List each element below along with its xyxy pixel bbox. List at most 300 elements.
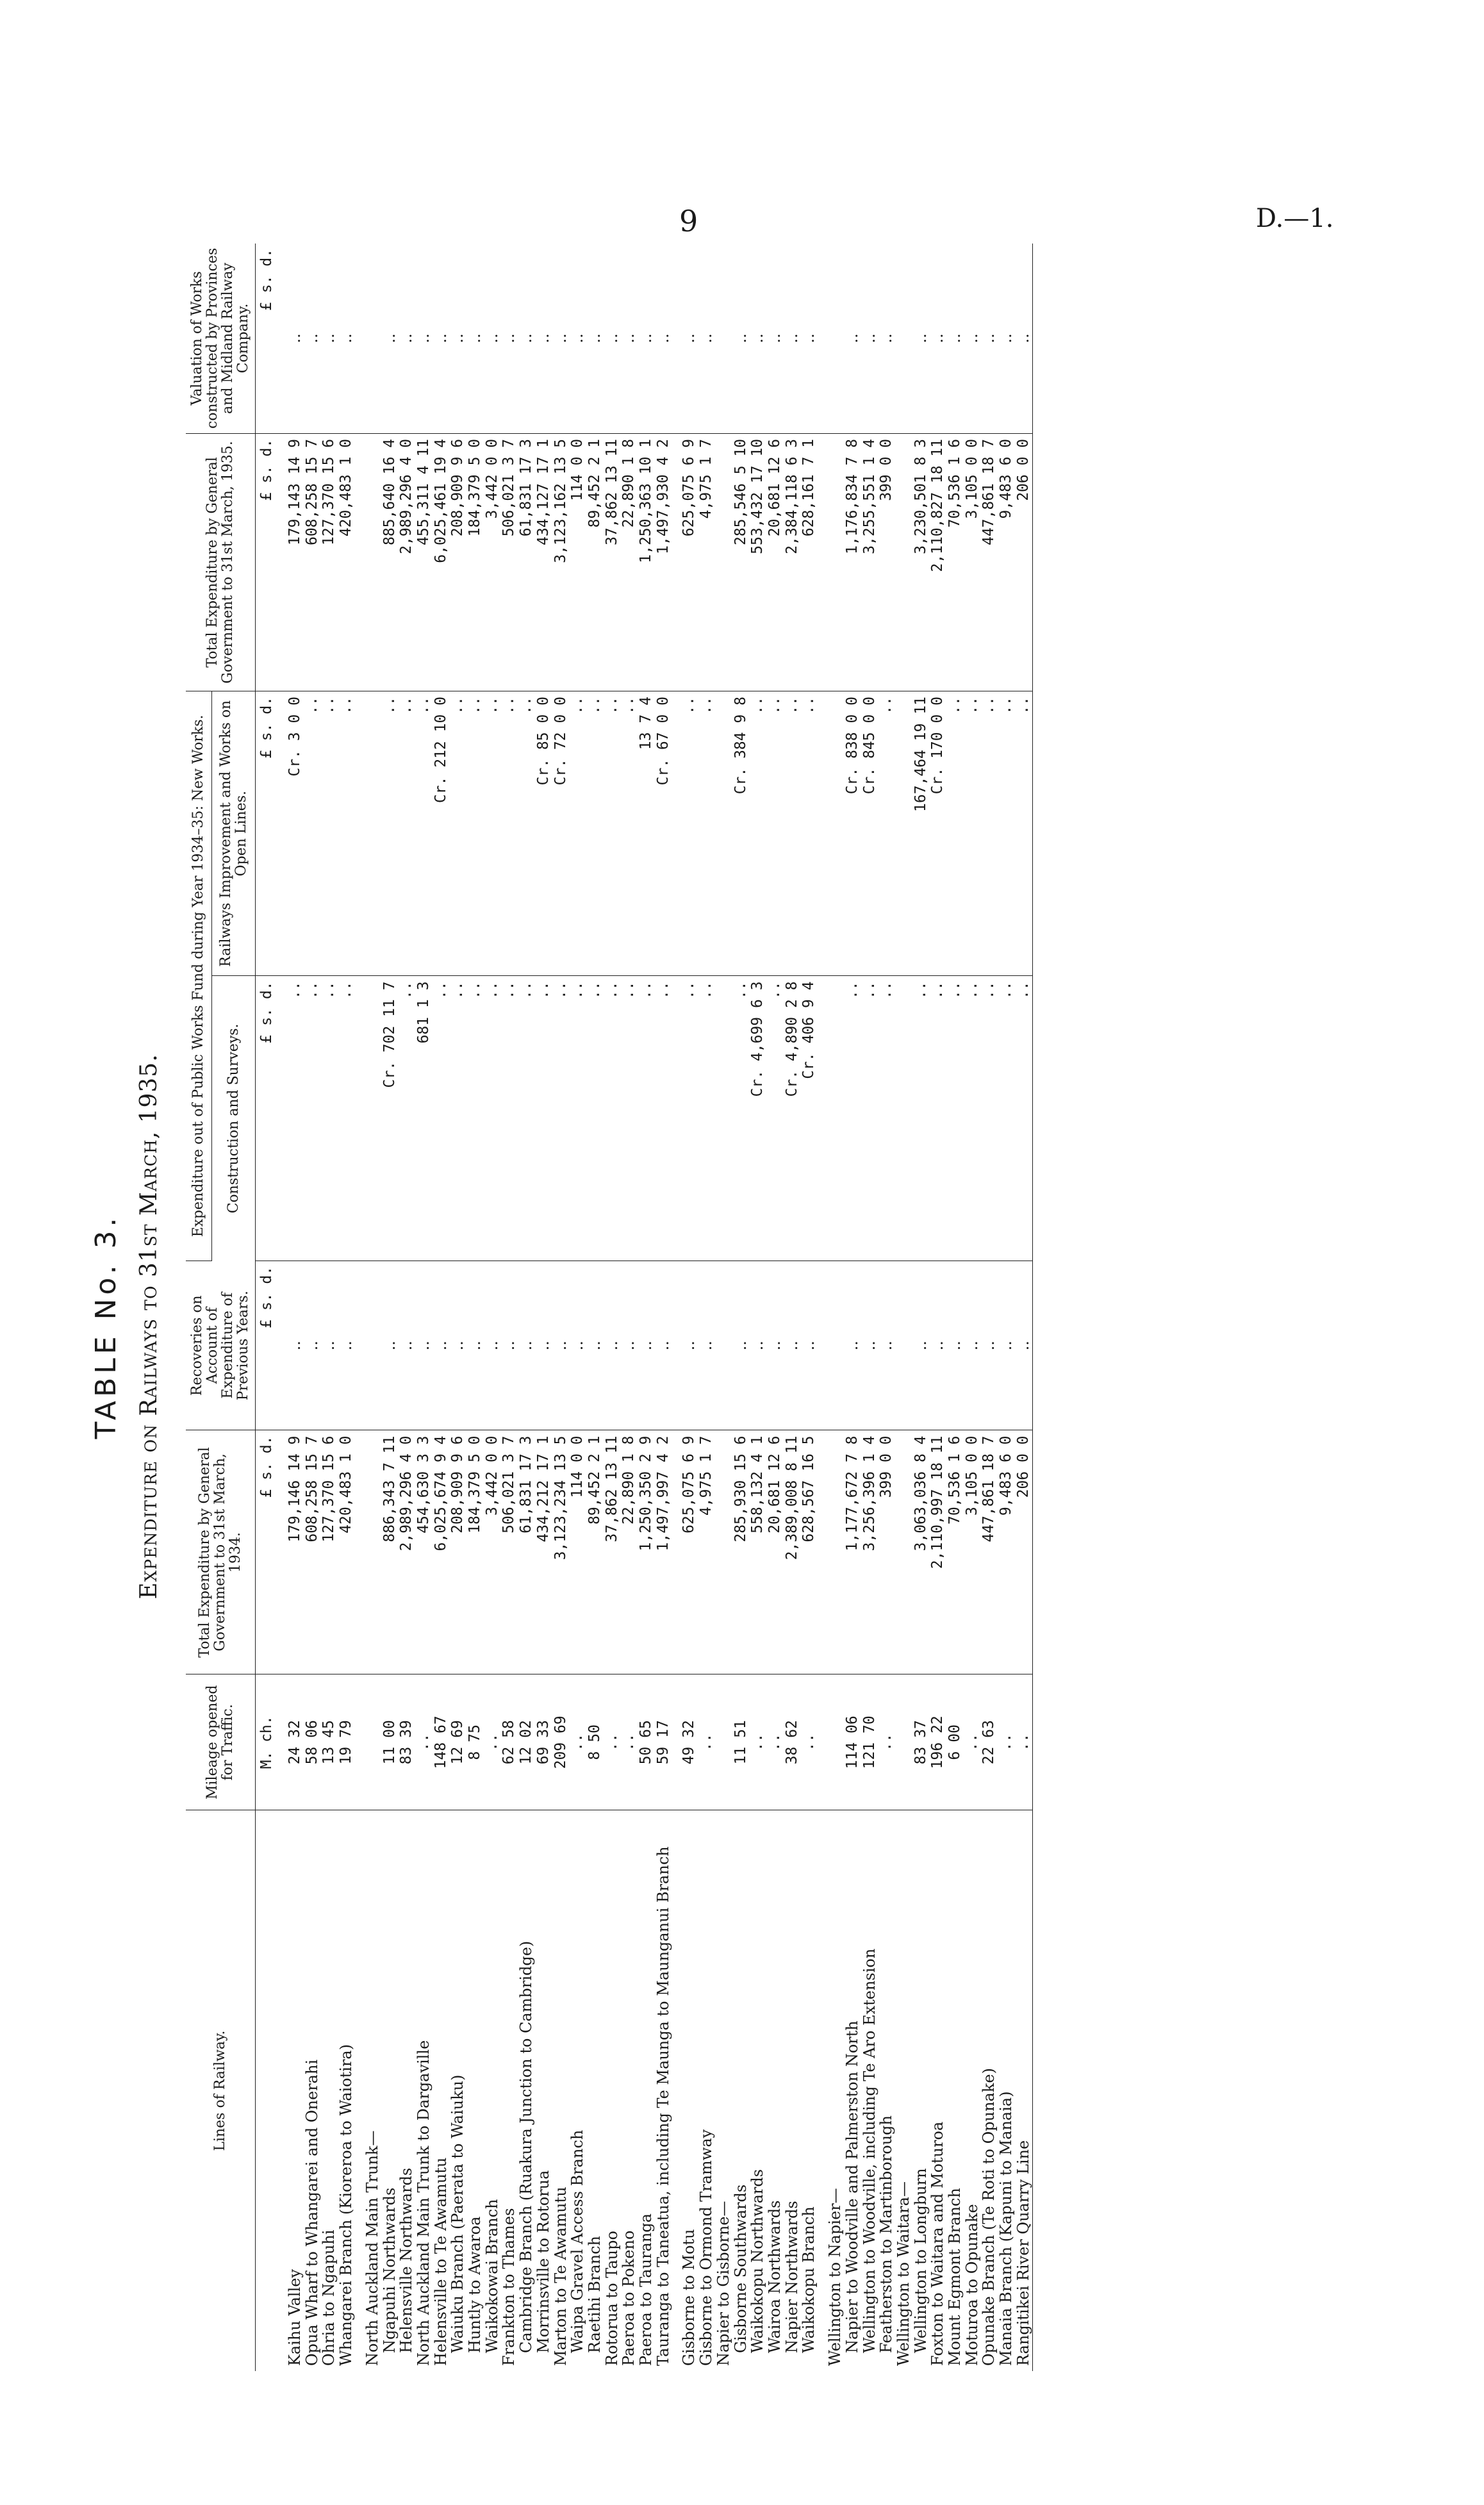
cell-improvement: Cr. 67 0 0	[655, 691, 672, 975]
cell-total-1935: 399 0 0	[878, 433, 895, 691]
cell-total-1935: 434,127 17 1	[535, 433, 552, 691]
cell-valuation: ..	[638, 244, 655, 433]
railway-line-name: Paeroa to Tauranga	[637, 2213, 655, 2366]
cell-construction: ..	[552, 976, 570, 1261]
group-spacer	[672, 244, 680, 2371]
cell-total-1935: 3,105 0 0	[964, 433, 981, 691]
cell-recoveries: ..	[604, 1261, 621, 1430]
cell-valuation: ..	[784, 244, 801, 433]
cell-improvement: Cr. 845 0 0	[861, 691, 878, 975]
cell-construction: ..	[638, 976, 655, 1261]
cell-total-1934: 434,212 17 1	[535, 1430, 552, 1674]
cell-recoveries: ..	[338, 1261, 355, 1430]
cell-total-1935: 3,230,501 8 3	[912, 433, 930, 691]
cell-improvement: ..	[415, 691, 433, 975]
cell-valuation	[715, 244, 732, 433]
cell-construction: ..	[586, 976, 604, 1261]
railway-line-name: Cambridge Branch (Ruakura Junction to Cambridge)	[517, 1940, 536, 2353]
cell-construction: ..	[320, 976, 338, 1261]
cell-construction: Cr. 702 11 7	[381, 976, 399, 1261]
cell-improvement: ..	[964, 691, 981, 975]
table-row	[604, 244, 621, 2371]
cell-improvement: ..	[398, 691, 415, 975]
railway-line-name: Gisborne to Ormond Tramway	[697, 2129, 716, 2366]
cell-valuation: ..	[680, 244, 698, 433]
rotated-table-page	[90, 205, 1397, 2448]
cell-mileage: 38 62	[784, 1674, 801, 1810]
cell-improvement: ..	[946, 691, 964, 975]
cell-construction: ..	[980, 976, 998, 1261]
cell-improvement: ..	[620, 691, 638, 975]
railway-line-name: Wairoa Northwards	[765, 2200, 784, 2353]
cell-total-1934: 625,075 6 9	[680, 1430, 698, 1674]
cell-mileage: 209 69	[552, 1674, 570, 1810]
cell-recoveries: ..	[484, 1261, 501, 1430]
table-row	[732, 244, 750, 2371]
cell-improvement: ..	[766, 691, 784, 975]
railway-line-name: Ngapuhi Northwards	[380, 2187, 399, 2353]
cell-construction: ..	[398, 976, 415, 1261]
railway-line-name: Gisborne to Motu	[680, 2229, 698, 2366]
table-row	[304, 244, 321, 2371]
table-row	[338, 244, 355, 2371]
cell-construction: ..	[655, 976, 672, 1261]
cell-total-1934: 3,256,396 1 4	[861, 1430, 878, 1674]
cell-mileage: 62 58	[500, 1674, 518, 1810]
railway-line-name: Helensville Northwards	[397, 2167, 416, 2353]
cell-improvement: Cr. 384 9 8	[732, 691, 750, 975]
cell-total-1934: 3,105 0 0	[964, 1430, 981, 1674]
cell-recoveries: ..	[766, 1261, 784, 1430]
cell-improvement: ..	[484, 691, 501, 975]
cell-valuation: ..	[766, 244, 784, 433]
cell-construction: ..	[861, 976, 878, 1261]
cell-recoveries	[715, 1261, 732, 1430]
cell-total-1934	[715, 1430, 732, 1674]
cell-construction: ..	[569, 976, 586, 1261]
cell-mileage: 11 51	[732, 1674, 750, 1810]
cell-valuation: ..	[320, 244, 338, 433]
cell-mileage: 69 33	[535, 1674, 552, 1810]
cell-recoveries: ..	[844, 1261, 861, 1430]
railway-line-name: Waiuku Branch (Paerata to Waiuku)	[449, 2074, 467, 2353]
cell-valuation: ..	[338, 244, 355, 433]
cell-improvement: ..	[698, 691, 715, 975]
cell-recoveries	[364, 1261, 381, 1430]
cell-recoveries: ..	[878, 1261, 895, 1430]
cell-improvement: ..	[604, 691, 621, 975]
cell-improvement: ..	[980, 691, 998, 975]
cell-improvement: ..	[586, 691, 604, 975]
cell-total-1935: 455,311 4 11	[415, 433, 433, 691]
table-body	[256, 244, 1033, 2371]
cell-total-1934: 628,567 16 5	[800, 1430, 818, 1674]
cell-recoveries: ..	[500, 1261, 518, 1430]
cell-construction: Cr. 406 9 4	[800, 976, 818, 1261]
unit-total-1935: £ s. d.	[256, 433, 278, 691]
cell-mileage: ..	[800, 1674, 818, 1810]
table-row	[381, 244, 399, 2371]
cell-mileage: ..	[698, 1674, 715, 1810]
cell-recoveries: ..	[680, 1261, 698, 1430]
header-expenditure-group: Expenditure out of Public Works Fund during Year 1934–35: New Works.	[186, 691, 212, 1261]
cell-recoveries: ..	[518, 1261, 535, 1430]
cell-recoveries: ..	[569, 1261, 586, 1430]
cell-total-1935	[364, 433, 381, 691]
cell-construction: ..	[518, 976, 535, 1261]
railway-line-name: Napier to Woodville and Palmerston North	[843, 2021, 861, 2353]
cell-valuation	[827, 244, 844, 433]
cell-mileage: ..	[484, 1674, 501, 1810]
cell-total-1935: 3,255,551 1 4	[861, 433, 878, 691]
cell-total-1934: 184,379 5 0	[466, 1430, 484, 1674]
cell-mileage: ..	[1015, 1674, 1032, 1810]
cell-construction: ..	[964, 976, 981, 1261]
cell-recoveries: ..	[586, 1261, 604, 1430]
cell-improvement	[364, 691, 381, 975]
cell-valuation: ..	[912, 244, 930, 433]
table-row	[484, 244, 501, 2371]
cell-construction: Cr. 4,890 2 8	[784, 976, 801, 1261]
cell-total-1934: 206 0 0	[1015, 1430, 1032, 1674]
cell-total-1935	[715, 433, 732, 691]
cell-improvement: 167,464 19 11	[912, 691, 930, 975]
cell-total-1934: 3,442 0 0	[484, 1430, 501, 1674]
cell-total-1935: 3,442 0 0	[484, 433, 501, 691]
cell-recoveries	[827, 1261, 844, 1430]
cell-construction: ..	[466, 976, 484, 1261]
cell-improvement	[827, 691, 844, 975]
railway-line-name: Huntly to Awaroa	[466, 2216, 484, 2353]
railway-line-name: Moturoa to Opunake	[962, 2204, 981, 2366]
cell-valuation: ..	[381, 244, 399, 433]
cell-improvement: ..	[569, 691, 586, 975]
cell-total-1934: 3,123,234 13 5	[552, 1430, 570, 1674]
cell-valuation: ..	[861, 244, 878, 433]
railway-line-name: Waikokopu Northwards	[748, 2169, 767, 2353]
cell-total-1935: 447,861 18 7	[980, 433, 998, 691]
cell-improvement: ..	[518, 691, 535, 975]
cell-total-1935: 61,831 17 3	[518, 433, 535, 691]
cell-improvement: ..	[800, 691, 818, 975]
cell-valuation: ..	[433, 244, 450, 433]
cell-valuation: ..	[286, 244, 304, 433]
cell-mileage: 121 70	[861, 1674, 878, 1810]
cell-improvement: ..	[680, 691, 698, 975]
table-row	[286, 244, 304, 2371]
railway-line-name: North Auckland Main Trunk—	[363, 2130, 381, 2366]
cell-mileage: 83 39	[398, 1674, 415, 1810]
cell-recoveries: ..	[655, 1261, 672, 1430]
table-row	[586, 244, 604, 2371]
cell-total-1934: 886,343 7 11	[381, 1430, 399, 1674]
cell-total-1935: 285,546 5 10	[732, 433, 750, 691]
cell-recoveries: ..	[304, 1261, 321, 1430]
cell-mileage: 19 79	[338, 1674, 355, 1810]
table-row	[980, 244, 998, 2371]
table-row	[552, 244, 570, 2371]
cell-recoveries	[895, 1261, 912, 1430]
cell-construction: ..	[878, 976, 895, 1261]
cell-total-1935: 20,681 12 6	[766, 433, 784, 691]
cell-construction: ..	[912, 976, 930, 1261]
cell-valuation: ..	[304, 244, 321, 433]
cell-mileage: 13 45	[320, 1674, 338, 1810]
cell-construction: ..	[680, 976, 698, 1261]
cell-total-1935: 506,021 3 7	[500, 433, 518, 691]
cell-mileage: 6 00	[946, 1674, 964, 1810]
cell-recoveries: ..	[433, 1261, 450, 1430]
cell-total-1934	[895, 1430, 912, 1674]
cell-total-1934: 1,250,350 2 9	[638, 1430, 655, 1674]
table-row	[895, 244, 912, 2371]
table-row	[766, 244, 784, 2371]
cell-total-1935: 179,143 14 9	[286, 433, 304, 691]
cell-improvement: ..	[466, 691, 484, 975]
cell-valuation: ..	[749, 244, 766, 433]
railway-line-name: Morrinsville to Rotorua	[534, 2170, 552, 2353]
header-improvement: Railways Improvement and Works on Open Lines.	[212, 691, 256, 975]
railway-line-name: Mount Egmont Branch	[946, 2188, 964, 2366]
cell-valuation: ..	[535, 244, 552, 433]
railway-line-name: Napier to Gisborne—	[714, 2201, 732, 2366]
cell-valuation: ..	[604, 244, 621, 433]
cell-total-1934: 454,630 3 3	[415, 1430, 433, 1674]
cell-total-1934: 285,930 15 6	[732, 1430, 750, 1674]
cell-improvement	[715, 691, 732, 975]
cell-improvement: ..	[338, 691, 355, 975]
cell-construction	[895, 976, 912, 1261]
railway-line-name: Opua Wharf to Whangarei and Onerahi	[302, 2059, 321, 2366]
cell-mileage: ..	[415, 1674, 433, 1810]
cell-improvement: ..	[1015, 691, 1032, 975]
unit-construction: £ s. d.	[256, 976, 278, 1261]
cell-total-1935: 22,890 1 8	[620, 433, 638, 691]
cell-total-1934	[364, 1430, 381, 1674]
cell-construction: ..	[604, 976, 621, 1261]
cell-valuation: ..	[552, 244, 570, 433]
table-row	[749, 244, 766, 2371]
railway-line-name: Helensville to Te Awamutu	[431, 2157, 450, 2366]
cell-construction: ..	[844, 976, 861, 1261]
cell-mileage: 8 50	[586, 1674, 604, 1810]
cell-recoveries: ..	[620, 1261, 638, 1430]
railway-line-name: Wellington to Woodville, including Te Aro Extension	[860, 1948, 878, 2353]
table-row	[1015, 244, 1032, 2371]
cell-valuation: ..	[484, 244, 501, 433]
cell-mileage: 148 67	[433, 1674, 450, 1810]
cell-valuation: ..	[998, 244, 1015, 433]
cell-total-1934: 1,177,672 7 8	[844, 1430, 861, 1674]
expenditure-table	[186, 244, 1033, 2371]
cell-total-1935: 1,497,930 4 2	[655, 433, 672, 691]
table-row	[500, 244, 518, 2371]
railway-line-name: Rangitikei River Quarry Line	[1015, 1810, 1032, 2371]
cell-valuation: ..	[878, 244, 895, 433]
cell-mileage	[827, 1674, 844, 1810]
cell-mileage: 11 00	[381, 1674, 399, 1810]
cell-recoveries: ..	[912, 1261, 930, 1430]
cell-improvement: Cr. 838 0 0	[844, 691, 861, 975]
cell-improvement: ..	[320, 691, 338, 975]
cell-total-1935: 420,483 1 0	[338, 433, 355, 691]
cell-construction: ..	[484, 976, 501, 1261]
header-lines: Lines of Railway.	[186, 1810, 256, 2371]
cell-total-1935: 9,483 6 0	[998, 433, 1015, 691]
table-row	[964, 244, 981, 2371]
cell-improvement: ..	[749, 691, 766, 975]
railway-line-name: Foxton to Waitara and Moturoa	[928, 2121, 947, 2366]
cell-recoveries: ..	[466, 1261, 484, 1430]
table-row	[320, 244, 338, 2371]
table-row	[827, 244, 844, 2371]
cell-construction: ..	[766, 976, 784, 1261]
cell-improvement: ..	[304, 691, 321, 975]
table-row	[680, 244, 698, 2371]
document-reference: D.—1.	[1256, 204, 1334, 233]
header-total-1935: Total Expenditure by General Government to 31st March, 1935.	[186, 433, 256, 691]
unit-valuation: £ s. d.	[256, 244, 278, 433]
table-row	[620, 244, 638, 2371]
table-row	[861, 244, 878, 2371]
cell-total-1935: 127,370 15 6	[320, 433, 338, 691]
cell-valuation: ..	[1015, 244, 1032, 433]
cell-total-1935: 625,075 6 9	[680, 433, 698, 691]
cell-mileage	[895, 1674, 912, 1810]
cell-construction	[715, 976, 732, 1261]
cell-mileage: ..	[604, 1674, 621, 1810]
cell-valuation: ..	[732, 244, 750, 433]
cell-total-1934: 22,890 1 8	[620, 1430, 638, 1674]
cell-mileage: 22 63	[980, 1674, 998, 1810]
cell-valuation: ..	[398, 244, 415, 433]
page-number: 9	[679, 204, 698, 238]
table-row	[998, 244, 1015, 2371]
cell-construction: ..	[304, 976, 321, 1261]
cell-mileage: 8 75	[466, 1674, 484, 1810]
table-row	[466, 244, 484, 2371]
railway-line-name: Marton to Te Awamutu	[551, 2187, 570, 2366]
railway-line-name: Waikokopu Branch	[800, 2206, 818, 2353]
cell-improvement: ..	[381, 691, 399, 975]
table-row	[535, 244, 552, 2371]
cell-mileage: ..	[964, 1674, 981, 1810]
table-row	[449, 244, 466, 2371]
railway-line-name: Manaia Branch (Kapuni to Manaia)	[997, 2091, 1016, 2366]
cell-improvement: ..	[998, 691, 1015, 975]
cell-total-1934: 2,389,008 8 11	[784, 1430, 801, 1674]
cell-total-1935: 208,909 9 6	[449, 433, 466, 691]
group-spacer	[277, 244, 286, 2371]
cell-total-1935: 89,452 2 1	[586, 433, 604, 691]
cell-valuation: ..	[518, 244, 535, 433]
cell-total-1934: 37,862 13 11	[604, 1430, 621, 1674]
cell-total-1935: 114 0 0	[569, 433, 586, 691]
cell-improvement: ..	[784, 691, 801, 975]
cell-recoveries: ..	[998, 1261, 1015, 1430]
cell-recoveries: ..	[698, 1261, 715, 1430]
table-row	[912, 244, 930, 2371]
cell-total-1934: 1,497,997 4 2	[655, 1430, 672, 1674]
cell-total-1935: 608,258 15 7	[304, 433, 321, 691]
cell-valuation: ..	[946, 244, 964, 433]
table-row	[638, 244, 655, 2371]
railway-line-name: Opunake Branch (Te Roti to Opunake)	[980, 2068, 998, 2366]
cell-valuation: ..	[449, 244, 466, 433]
cell-total-1935: 1,250,363 10 1	[638, 433, 655, 691]
cell-valuation: ..	[655, 244, 672, 433]
cell-valuation: ..	[844, 244, 861, 433]
cell-valuation: ..	[415, 244, 433, 433]
table-row	[929, 244, 946, 2371]
railway-line-name: Featherston to Martinborough	[877, 2115, 896, 2353]
cell-valuation: ..	[586, 244, 604, 433]
cell-recoveries: ..	[449, 1261, 466, 1430]
railway-line-name: Waikokowai Branch	[482, 2199, 501, 2353]
cell-improvement: Cr. 3 0 0	[286, 691, 304, 975]
cell-total-1935: 3,123,162 13 5	[552, 433, 570, 691]
cell-total-1934: 89,452 2 1	[586, 1430, 604, 1674]
cell-total-1934: 420,483 1 0	[338, 1430, 355, 1674]
cell-total-1934	[827, 1430, 844, 1674]
cell-total-1935: 206 0 0	[1015, 433, 1032, 691]
cell-valuation: ..	[569, 244, 586, 433]
cell-construction: ..	[929, 976, 946, 1261]
railway-line-name: Napier Northwards	[782, 2201, 801, 2353]
cell-improvement: 13 7 4	[638, 691, 655, 975]
cell-total-1934: 608,258 15 7	[304, 1430, 321, 1674]
unit-improvement: £ s. d.	[256, 691, 278, 975]
cell-total-1935: 70,536 1 6	[946, 433, 964, 691]
cell-construction: 681 1 3	[415, 976, 433, 1261]
railway-line-name: Tauranga to Taneatua, including Te Maunga to Maunganui Branch	[654, 1846, 672, 2366]
cell-recoveries: ..	[535, 1261, 552, 1430]
cell-improvement	[895, 691, 912, 975]
cell-total-1934: 2,110,997 18 11	[929, 1430, 946, 1674]
unit-total-1934: £ s. d.	[256, 1430, 278, 1674]
table-row	[715, 244, 732, 2371]
cell-mileage: 58 06	[304, 1674, 321, 1810]
cell-total-1935: 2,384,118 6 3	[784, 433, 801, 691]
table-row	[569, 244, 586, 2371]
railway-line-name: Paeroa to Pokeno	[620, 2230, 638, 2366]
cell-total-1934: 61,831 17 3	[518, 1430, 535, 1674]
cell-construction: Cr. 4,699 6 3	[749, 976, 766, 1261]
railway-line-name: Wellington to Longburn	[911, 2168, 930, 2353]
cell-mileage: ..	[766, 1674, 784, 1810]
cell-valuation: ..	[800, 244, 818, 433]
table-title: TABLE No. 3.	[90, 1214, 122, 1439]
cell-total-1934: 3,063,036 8 4	[912, 1430, 930, 1674]
cell-recoveries: ..	[398, 1261, 415, 1430]
table-row	[518, 244, 535, 2371]
table-row	[364, 244, 381, 2371]
cell-improvement: ..	[500, 691, 518, 975]
cell-recoveries: ..	[415, 1261, 433, 1430]
cell-total-1934: 9,483 6 0	[998, 1430, 1015, 1674]
railway-line-name: Waipa Gravel Access Branch	[568, 2129, 587, 2353]
cell-total-1935: 37,862 13 11	[604, 433, 621, 691]
cell-construction	[364, 976, 381, 1261]
table-subtitle: Expenditure on Railways to 31st March, 1935.	[136, 1054, 162, 1600]
cell-mileage	[715, 1674, 732, 1810]
cell-construction: ..	[286, 976, 304, 1261]
cell-total-1934: 20,681 12 6	[766, 1430, 784, 1674]
cell-construction: ..	[698, 976, 715, 1261]
cell-total-1935	[895, 433, 912, 691]
cell-total-1935: 184,379 5 0	[466, 433, 484, 691]
cell-recoveries: ..	[286, 1261, 304, 1430]
